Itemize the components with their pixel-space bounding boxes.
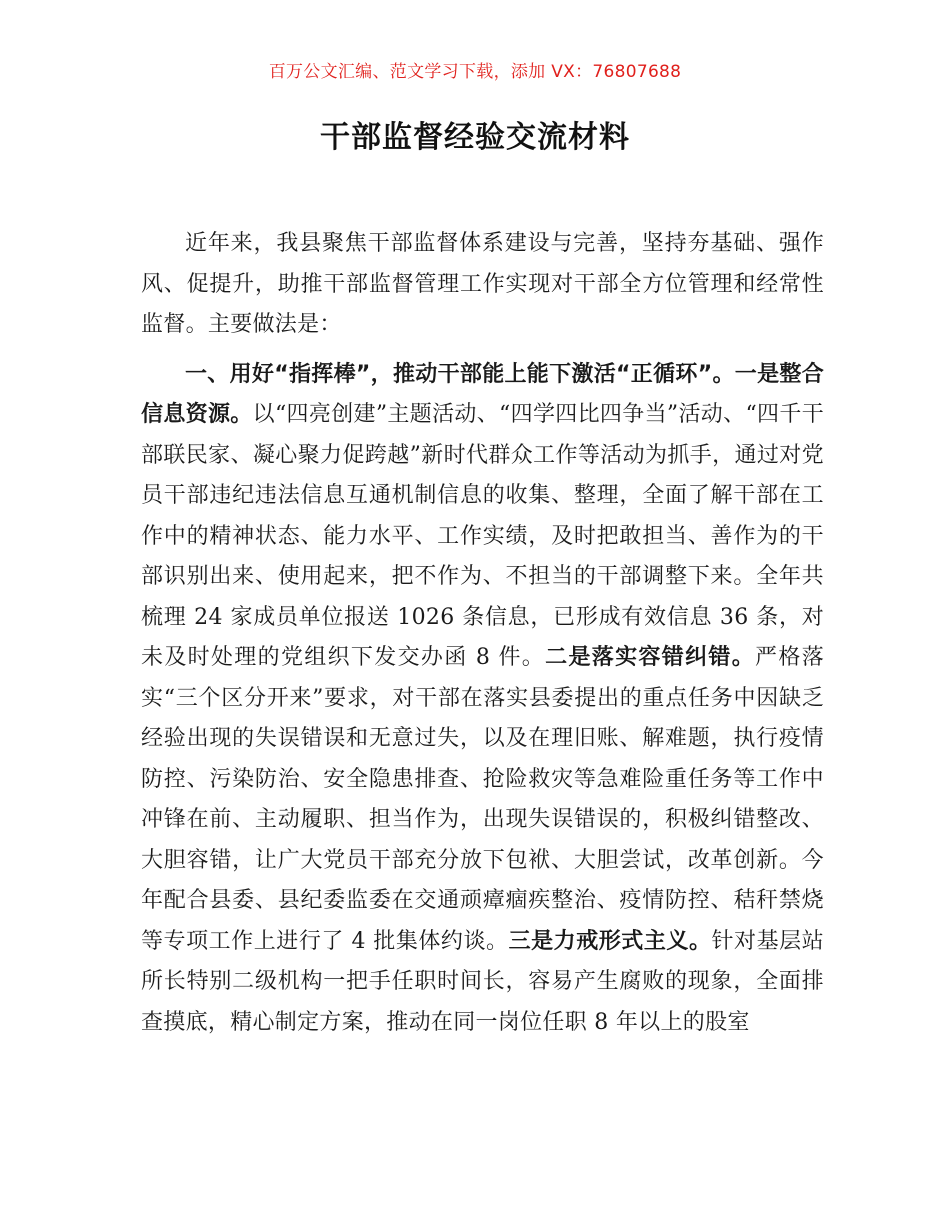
point-2-text: 严格落实“三个区分开来”要求，对干部在落实县委提出的重点任务中因缺乏经验出现的失误错误和无意过失，以及在理旧账、解难题，执行疫情防控、污染防治、安全隐患排查、抢险救灾等急难险重任务等工作中冲锋在前、主动履职、担当作为，出现失误错误的，积极纠错整改、大胆容错，让广大党员干部充分放下包袱、大胆尝试，改革创新。今年配合县委、县纪委监委在交通顽瘴痼疾整治、疫情防控、秸秆禁烧等专项工作上进行了 4 批集体约谈。 — [141, 645, 824, 954]
point-1-text: 以“四亮创建”主题活动、“四学四比四争当”活动、“四千干部联民家、凝心聚力促跨越”新时代群众工作等活动为抓手，通过对党员干部违纪违法信息互通机制信息的收集、整理，全面了解干部在工作中的精神状态、能力水平、工作实绩，及时把敢担当、善作为的干部识别出来、使用起来，把不作为、不担当的干部调整下来。全年共梳理 24 家成员单位报送 1026 条信息，已形成有效信息 36 条，对未及时处理的党组织下发交办函 8 件。 — [141, 402, 824, 670]
point-2-title: 二是落实容错纠错。 — [545, 645, 756, 670]
intro-paragraph: 近年来，我县聚焦干部监督体系建设与完善，坚持夯基础、强作风、促提升，助推干部监督管理工作实现对干部全方位管理和经常性监督。主要做法是： — [141, 231, 824, 337]
section-1-heading: 一、用好“指挥棒”，推动干部能上能下激活“正循环”。 — [185, 361, 735, 387]
point-3-text: 针对基层站所长特别二级机构一把手任职时间长，容易产生腐败的现象，全面排查摸底，精心制定方案，推动在同一岗位任职 8 年以上的股室 — [141, 928, 824, 1035]
point-1-title: 一是整合信息资源。 — [141, 361, 824, 427]
watermark-header: 百万公文汇编、范文学习下载，添加 VX：76807688 — [268, 62, 682, 82]
section-1-paragraph — [141, 355, 824, 1044]
document-title: 干部监督经验交流材料 — [320, 120, 630, 155]
document-body — [141, 224, 824, 1043]
point-3-title: 三是力戒形式主义。 — [508, 928, 712, 954]
